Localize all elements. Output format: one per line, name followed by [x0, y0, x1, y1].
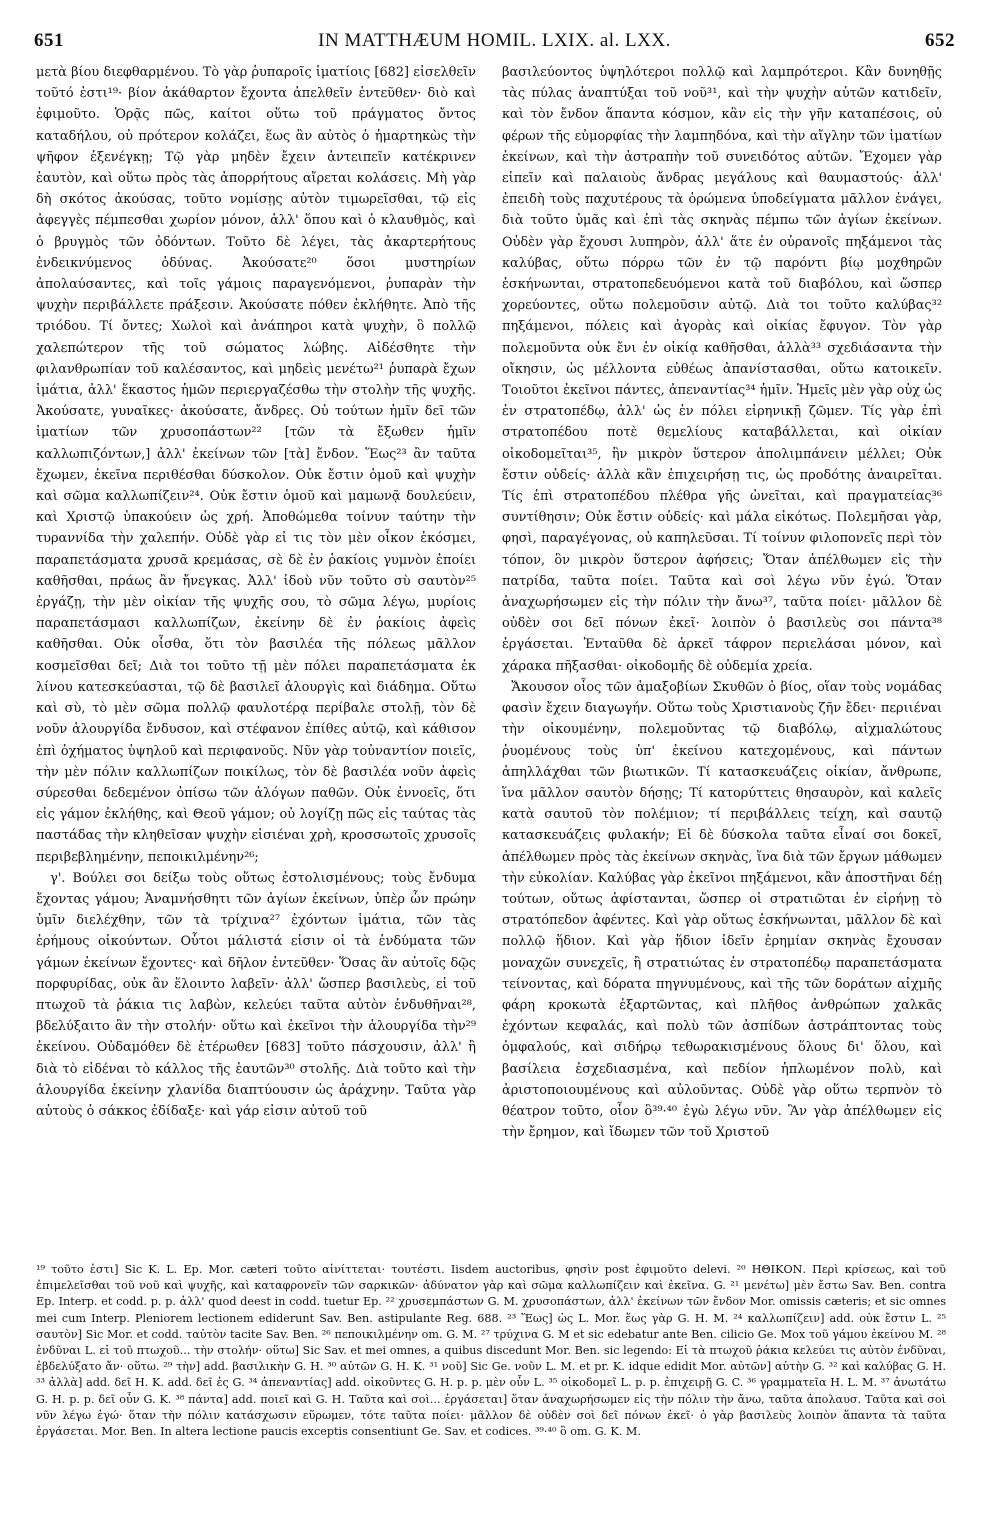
running-header: [34, 30, 955, 56]
right-page-number: 652: [925, 30, 955, 51]
running-title: IN MATTHÆUM HOMIL. LXIX. al. LXX.: [318, 30, 671, 51]
footnotes: ¹⁹ τοῦτο ἐστι] Sic K. L. Ep. Mor. cæteri τοῦτο αἰνίττεται· τουτέστι. Iisdem auctoribus, φησὶν post ἐφιμοῦτο delevi. ²⁰ ΗΘΙΚΟΝ. Περὶ κρίσεως, καὶ τοῦ ἐπιμελεῖσθαι τοῦ νοῦ καὶ ψυχῆς, καὶ καταφρονεῖν τῶν σαρκικῶν· ἀδύνατον γὰρ καὶ σῶμα καλλωπίζειν καὶ ἐκεῖνα. G. ²¹ μενέτω] μὲν ἔστω Sav. Ben. contra Ep. Interp. et codd. p. p. ἀλλ' quod deest in codd. tuetur Ep. ²² χρυσεμπάστων G. M. χρυσοπάστων, ἀλλ' ἐκείνων τῶν ἔνδον Mor. omissis cæteris; et sic omnes mei cum Interp. Pleniorem lectionem ediderunt Sav. Ben. astipulante Reg. 688. ²³ Ἕως] ὡς L. Mor. ἕως γὰρ G. H. M. ²⁴ καλλωπίζειν] add. οὐκ ἔστιν L. ²⁵ σαυτὸν] Sic Mor. et codd. ταὐτὸν tacite Sav. Ben. ²⁶ πεποικιλμένην om. G. M. ²⁷ τρύχινα G. M et sic edebatur ante Ben. cilicio Ge. Mox τοῦ γάμου ἐκείνου M. ²⁸ ἐνδῦναι L. εἰ τοῦ πτωχοῦ... τὴν στολήν· οὕτω] Sic Sav. et mei omnes, a quibus discedunt Mor. Ben. sic legendo: Εἰ τὰ πτωχοῦ ῥάκια κελεύει τις αὐτὸν ἐνδῦναι, ἐβδελύξατο ἄν· οὕτω. ²⁹ τὴν] add. βασιλικὴν G. H. ³⁰ αὐτῶν G. H. K. ³¹ νοῦ] Sic Ge. νοῦν L. M. et pr. K. idque edidit Mor. αὐτῶν] αὐτὴν G. ³² καὶ καλύβας G. H. ³³ ἀλλὰ] add. δεῖ H. K. add. δεῖ ἐς G. ³⁴ ἀπεναντίας] add. οἰκοῦντες G. H. p. p. μὲν οὖν L. ³⁵ οἰκοδομεῖ L. p. p. ἐπιχειρῇ G. C. ³⁶ γραμματεῖα H. L. M. ³⁷ ἀνωτάτω G. H. p. p. δεῖ οὖν G. K. ³⁸ πάντα] add. ποιεῖ καὶ G. H. Ταῦτα καὶ σοὶ... ἐργάσεται] ὅταν ἀναχωρήσωμεν εἰς τὴν πόλιν τὴν ἄνω, ταῦτα ἀπολαυσ. Ταῦτα καὶ σοὶ νῦν λέγω ἐγώ· ὅταν τὴν πόλιν κατάσχωσιν εὕρωμεν, τότε ταῦτα ποίει· μᾶλλον δὲ οὐδὲν σοὶ δεῖ πόνων ἐκεῖ· ὁ γὰρ βασιλεὺς λοιπὸν ἅπαντα τὰ ταῦτα ἐργάσεται. Mor. Ben. In altera lectione paucis exceptis consentiunt Ge. Sav. et codices. ³⁹·⁴⁰ ὃ om. G. K. M.: [36, 1263, 950, 1439]
left-column-text: μετὰ βίου διεφθαρμένου. Τὸ γὰρ ῥυπαροῖς ἱματίοις [682] εἰσελθεῖν τοῦτό ἐστι¹⁹· βίον ἀκάθαρτον ἔχοντα ἀπελθεῖν ἐντεῦθεν· διὸ καὶ ἐφιμοῦτο. Ὁρᾷς πῶς, καίτοι οὕτω τοῦ πράγματος ὄντος καταδήλου, οὐ πρότερον κολάζει, ἕως ἂν αὐτὸς ὁ ἡμαρτηκὼς τὴν ψῆφον ἐξενέγκῃ; Τῷ γὰρ μηδὲν ἔχειν ἀντειπεῖν κατέκρινεν ἑαυτὸν, καὶ οὕτω πρὸς τὰς ἀπορρήτους αἴρεται κολάσεις. Μὴ γὰρ δὴ σκότος ἀκούσας, τοῦτο νομίσῃς αὐτὸν τιμωρεῖσθαι, τῷ εἰς ἀφεγγὲς πέμπεσθαι χωρίον μόνον, ἀλλ' ὅπου καὶ ὁ κλαυθμὸς, καὶ ὁ βρυγμὸς τῶν ὀδόντων. Τοῦτο δὲ λέγει, τὰς ἀκαρτερήτους ἐνδεικνύμενος ὀδύνας. Ἀκούσατε²⁰ ὅσοι μυστηρίων ἀπολαύσαντες, καὶ τοῖς γάμοις παραγενόμενοι, ῥυπαρὰν τὴν ψυχὴν περιβάλλετε πράξεσιν. Ἀκούσατε πόθεν ἐκλήθητε. Ἀπὸ τῆς τριόδου. Τί ὄντες; Χωλοὶ καὶ ἀνάπηροι κατὰ ψυχὴν, ὃ πολλῷ χαλεπώτερον τῆς τοῦ σώματος λώβης. Αἰδέσθητε τὴν φιλανθρωπίαν τοῦ καλέσαντος, καὶ μηδεὶς μενέτω²¹ ῥυπαρὰ ἔχων ἱμάτια, ἀλλ' ἕκαστος ἡμῶν περιεργαζέσθω τὴν στολὴν τῆς ψυχῆς. Ἀκούσατε, γυναῖκες· ἀκούσατε, ἄνδρες. Οὐ τούτων ἡμῖν δεῖ τῶν ἱματίων τῶν χρυσοπάστων²² [τῶν τὰ ἔξωθεν ἡμῖν καλλωπιζόντων,] ἀλλ' ἐκείνων τῶν [τὰ] ἔνδον. Ἕως²³ ἂν ταῦτα ἔχωμεν, ἐκεῖνα περιθέσθαι δύσκολον. Οὐκ ἔστιν ὁμοῦ καὶ ψυχὴν καὶ σῶμα καλλωπίζειν²⁴. Οὐκ ἔστιν ὁμοῦ καὶ μαμωνᾷ δουλεύειν, καὶ Χριστῷ ὑπακούειν ὡς χρή. Ἀποθώμεθα τοίνυν ταύτην τὴν τυραννίδα τὴν χαλεπήν. Οὐδὲ γὰρ εἰ τις τὸν μὲν οἶκον ἐκόσμει, παραπετάσματα χρυσᾶ κρεμάσας, σὲ δὲ ἐν ῥακίοις γυμνὸν ἐποίει καθῆσθαι, πράως ἂν ἤνεγκας. Ἀλλ' ἰδοὺ νῦν τοῦτο σὺ σαυτὸν²⁵ ἐργάζῃ, τὴν μὲν οἰκίαν τῆς ψυχῆς σου, τὸ σῶμα λέγω, μυρίοις παραπετάσμασι καλλωπίζων, ἐκείνην δὲ ἐν ῥακίοις ἀφεὶς καθῆσθαι. Οὐκ οἶσθα, ὅτι τὸν βασιλέα τῆς πόλεως μᾶλλον κοσμεῖσθαι δεῖ; Διὰ τοι τοῦτο τῇ μὲν πόλει παραπετάσματα ἐκ λίνου κατεσκεύασται, τῷ δὲ βασιλεῖ ἁλουργὶς καὶ διάδημα. Οὕτω καὶ σὺ, τὸ μὲν σῶμα πολλῷ φαυλοτέρᾳ περίβαλε στολῇ, τὸν δὲ νοῦν ἁλουργίδα ἔνδυσον, καὶ στέφανον ἐπίθες αὐτῷ, καὶ κάθισον ἐπὶ ὀχήματος ὑψηλοῦ καὶ περιφανοῦς. Νῦν γὰρ τοὐναντίον ποιεῖς, τὴν μὲν πόλιν καλλωπίζων ποικίλως, τὸν δὲ βασιλέα νοῦν ἀφεὶς σύρεσθαι δεδεμένον ὀπίσω τῶν ἀλόγων παθῶν. Οὐκ ἐννοεῖς, ὅτι εἰς γάμον ἐκλήθης, καὶ Θεοῦ γάμον; οὐ λογίζῃ πῶς εἰς ταύτας τὰς παστάδας τὴν κληθεῖσαν ψυχὴν εἰσιέναι χρὴ, κροσσωτοῖς χρυσοῖς περιβεβλημένην, πεποικιλμένην²⁶; γ'. Βούλει σοι δείξω τοὺς οὕτως ἐστολισμένους; τοὺς ἔνδυμα ἔχοντας γάμου; Ἀναμνήσθητι τῶν ἁγίων ἐκείνων, ὑπὲρ ὧν πρώην ὑμῖν διελέχθην, τῶν τὰ τρίχινα²⁷ ἐχόντων ἱμάτια, τῶν τὰς ἐρήμους οἰκούντων. Οὗτοι μάλιστά εἰσιν οἱ τὰ ἐνδύματα τῶν γάμων ἐκείνων ἔχοντες· καὶ δῆλον ἐντεῦθεν· Ὅσας ἂν αὐτοῖς δῷς πορφυρίδας, οὐκ ἂν ἕλοιντο λαβεῖν· ἀλλ' ὥσπερ βασιλεὺς, εἰ τοῦ πτωχοῦ τὰ ῥάκια τις λαβὼν, κελεύει ταῦτα αὐτὸν ἐνδυθῆναι²⁸, βδελύξαιτο ἂν τὴν στολήν· οὕτω καὶ ἐκεῖνοι τὴν ἁλουργίδα τὴν²⁹ ἐκείνου. Οὐδαμόθεν δὲ ἑτέρωθεν [683] τοῦτο πάσχουσιν, ἀλλ' ἢ διὰ τὸ εἰδέναι τὸ κάλλος τῆς ἑαυτῶν³⁰ στολῆς. Διὰ τοῦτο καὶ τὴν ἁλουργίδα ἐκείνην χλανίδα διαπτύουσιν ὡς ἀράχνην. Ταῦτα γὰρ αὐτοὺς ὁ σάκκος ἐδίδαξε· καὶ γάρ εἰσιν αὐτοῦ τοῦ: [36, 65, 477, 1119]
right-column-text: βασιλεύοντος ὑψηλότεροι πολλῷ καὶ λαμπρότεροι. Κἂν δυνηθῇς τὰς πύλας ἀναπτύξαι τοῦ νοῦ³¹, καὶ τὴν ψυχὴν αὐτῶν κατιδεῖν, καὶ τὸν ἔνδον ἅπαντα κόσμον, κἂν εἰς τὴν γῆν καταπέσοις, οὐ φέρων τῆς εὐμορφίας τὴν λαμπηδόνα, καὶ τὴν αἴγλην τῶν ἱματίων ἐκείνων, καὶ τὴν ἀστραπὴν τοῦ συνειδότος αὐτῶν. Ἔχομεν γὰρ εἰπεῖν καὶ παλαιοὺς ἄνδρας μεγάλους καὶ θαυμαστούς· ἀλλ' ἐπειδὴ τοὺς παχυτέρους τὰ ὁρώμενα ὑποδείγματα μᾶλλον ἐνάγει, διὰ τοῦτο ὑμᾶς καὶ ἐπὶ τὰς σκηνὰς πέμπω τῶν ἁγίων ἐκείνων. Οὐδὲν γὰρ ἔχουσι λυπηρὸν, ἀλλ' ἅτε ἐν οὐρανοῖς πηξάμενοι τὰς καλύβας, οὕτω πόρρω τῶν ἐν τῷ παρόντι βίῳ μοχθηρῶν ἐσκήνωνται, στρατοπεδευόμενοι κατὰ τοῦ διαβόλου, καὶ ὥσπερ χορεύοντες, οὕτω πολεμοῦσιν αὐτῷ. Διὰ τοι τοῦτο καλύβας³² πηξάμενοι, πόλεις καὶ ἀγορὰς καὶ οἰκίας ἔφυγον. Τὸν γὰρ πολεμοῦντα οὐκ ἔνι ἐν οἰκίᾳ καθῆσθαι, ἀλλὰ³³ σχεδιάσαντα τὴν οἴκησιν, ὡς μέλλοντα εὐθέως ἀπανίστασθαι, οὕτω κατοικεῖν. Τοιοῦτοι ἐκεῖνοι πάντες, ἀπεναντίας³⁴ ἡμῖν. Ἡμεῖς μὲν γὰρ οὐχ ὡς ἐν στρατοπέδῳ, ἀλλ' ὡς ἐν πόλει εἰρηνικῇ ζῶμεν. Τίς γὰρ ἐπὶ στρατοπέδου ποτὲ θεμελίους καταβάλλεται, καὶ οἰκίαν οἰκοδομεῖται³⁵, ἣν μικρὸν ὕστερον ἀπολιμπάνειν μέλλει; Οὐκ ἔστιν οὐδείς· ἀλλὰ κἂν ἐπιχειρήσῃ τις, ὡς προδότης ἀναιρεῖται. Τίς ἐπὶ στρατοπέδου πλέθρα γῆς ὠνεῖται, καὶ πραγματείας³⁶ συντίθησιν; Οὐκ ἔστιν οὐδείς· καὶ μάλα εἰκότως. Πολεμῆσαι γὰρ, φησὶ, παραγέγονας, οὐ καπηλεῦσαι. Τί τοίνυν φιλοπονεῖς περὶ τὸν τόπον, ὃν μικρὸν ὕστερον ἀφήσεις; Ὅταν ἀπέλθωμεν εἰς τὴν πατρίδα, ταῦτα ποίει. Ταῦτα καὶ σοὶ λέγω νῦν ἐγώ. Ὅταν ἀναχωρήσωμεν εἰς τὴν πόλιν τὴν ἄνω³⁷, ταῦτα ποίει· μᾶλλον δὲ οὐδὲν σοι δεῖ πόνων ἐκεῖ· λοιπὸν ὁ βασιλεὺς σοι πάντα³⁸ ἐργάσεται. Ἐνταῦθα δὲ ἀρκεῖ τάφρον περιελάσαι μόνον, καὶ χάρακα πῆξασθαι· οἰκοδομῆς δὲ οὐδεμία χρεία. Ἄκουσον οἷος τῶν ἁμαξοβίων Σκυθῶν ὁ βίος, οἵαν τοὺς νομάδας φασὶν ἔχειν διαγωγήν. Οὕτω τοὺς Χριστιανοὺς ζῆν ἔδει· περιιέναι τὴν οἰκουμένην, πολεμοῦντας τῷ διαβόλῳ, αἰχμαλώτους ῥυομένους τοὺς ὑπ' ἐκείνου κατεχομένους, καὶ πάντων ἀπηλλάχθαι τῶν βιωτικῶν. Τί κατασκευάζεις οἰκίαν, ἄνθρωπε, ἵνα μᾶλλον σαυτὸν δήσῃς; Τί κατορύττεις θησαυρὸν, καὶ καλεῖς κατὰ σαυτοῦ τὸν πολέμιον; τί περιβάλλεις τείχη, καὶ σαυτῷ κατασκευάζεις φυλακήν; Εἰ δὲ δύσκολα ταῦτα εἶναί σοι δοκεῖ, ἀπέλθωμεν πρὸς τὰς ἐκείνων σκηνὰς, ἵνα διὰ τῶν ἔργων μάθωμεν τὴν εὐκολίαν. Καλύβας γὰρ ἐκεῖνοι πηξάμενοι, κἂν ἀποστῆναι δέῃ τούτων, οὕτως ἀφίστανται, ὥσπερ οἱ στρατιῶται ἐν εἰρήνῃ τὸ στρατόπεδον ἀφέντες. Καὶ γὰρ οὕτως ἐσκήνωνται, μᾶλλον δὲ καὶ πολλῷ ἥδιον. Καὶ γὰρ ἥδιον ἰδεῖν ἐρημίαν σκηνὰς ἔχουσαν μοναχῶν συνεχεῖς, ἢ στρατιώτας ἐν στρατοπέδῳ παραπετάσματα τείνοντας, καὶ δόρατα πηγνυμένους, καὶ τῆς τῶν δοράτων αἰχμῆς φάρη κροκωτὰ ἐξαρτῶντας, καὶ πλῆθος ἀνθρώπων χαλκᾶς ἐχόντων κεφαλάς, καὶ πολὺ τῶν ἀσπίδων ἀστράπτοντας τοὺς ὀμφαλούς, καὶ σιδήρῳ τεθωρακισμένους ὅλους δι' ὅλου, καὶ βασίλεια ἐσχεδιασμένα, καὶ πεδίον ἡπλωμένον πολὺ, καὶ ἀριστοποιουμένους καὶ αὐλοῦντας. Οὐδὲ γὰρ οὕτω τερπνὸν τὸ θέατρον τοῦτο, οἷον ὃ³⁹·⁴⁰ ἐγὼ λέγω νῦν. Ἂν γὰρ ἀπέλθωμεν εἰς τὴν ἔρημον, καὶ ἴδωμεν τῶν τοῦ Χριστοῦ: [502, 65, 943, 1141]
left-page-number: 651: [34, 30, 64, 51]
